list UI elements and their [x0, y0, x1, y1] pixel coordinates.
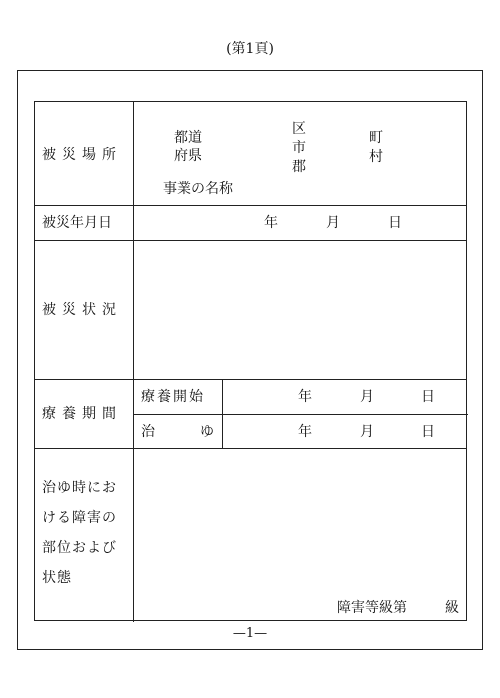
prefecture-fu-ken: 府県: [174, 148, 202, 164]
disability-label-line-3: 部位および: [42, 540, 117, 556]
disability-label-line-2: ける障害の: [42, 510, 117, 526]
disability-label-line-1: 治ゆ時にお: [42, 480, 117, 496]
town-machi: 町: [369, 130, 383, 146]
cure-year: 年: [298, 424, 312, 440]
row-divider: [35, 379, 466, 380]
treatment-start-day: 日: [421, 389, 435, 405]
date-label: 被災年月日: [42, 215, 112, 231]
treatment-start-year: 年: [298, 389, 312, 405]
column-divider: [222, 379, 223, 448]
location-label: 被災場所: [42, 147, 122, 163]
row-divider: [133, 414, 468, 415]
treatment-period-label: 療養期間: [42, 406, 122, 422]
disability-label-line-4: 状態: [42, 570, 72, 586]
page-header: (第1頁): [226, 41, 274, 57]
disability-grade-suffix: 級: [445, 600, 459, 616]
city-shi: 市: [292, 140, 306, 156]
village-mura: 村: [369, 149, 383, 165]
row-divider: [35, 205, 466, 206]
business-name-label: 事業の名称: [163, 181, 233, 197]
cure-day: 日: [421, 424, 435, 440]
cure-month: 月: [360, 424, 374, 440]
page-number: —1—: [232, 626, 268, 641]
situation-label: 被災状況: [42, 302, 122, 318]
row-divider: [35, 240, 466, 241]
ward-ku: 区: [292, 121, 306, 137]
date-month: 月: [326, 215, 340, 231]
date-day: 日: [388, 215, 402, 231]
disability-grade-label: 障害等級第: [337, 600, 407, 616]
column-divider: [133, 102, 134, 622]
prefecture-to-do: 都道: [174, 130, 202, 146]
treatment-start-month: 月: [360, 389, 374, 405]
date-year: 年: [264, 215, 278, 231]
row-divider: [35, 448, 466, 449]
cure-label-char-1: 治: [141, 424, 155, 440]
cure-label-char-2: ゆ: [200, 424, 214, 440]
report-form-table: [34, 101, 467, 621]
district-gun: 郡: [292, 159, 306, 175]
treatment-start-label: 療養開始: [141, 389, 205, 405]
